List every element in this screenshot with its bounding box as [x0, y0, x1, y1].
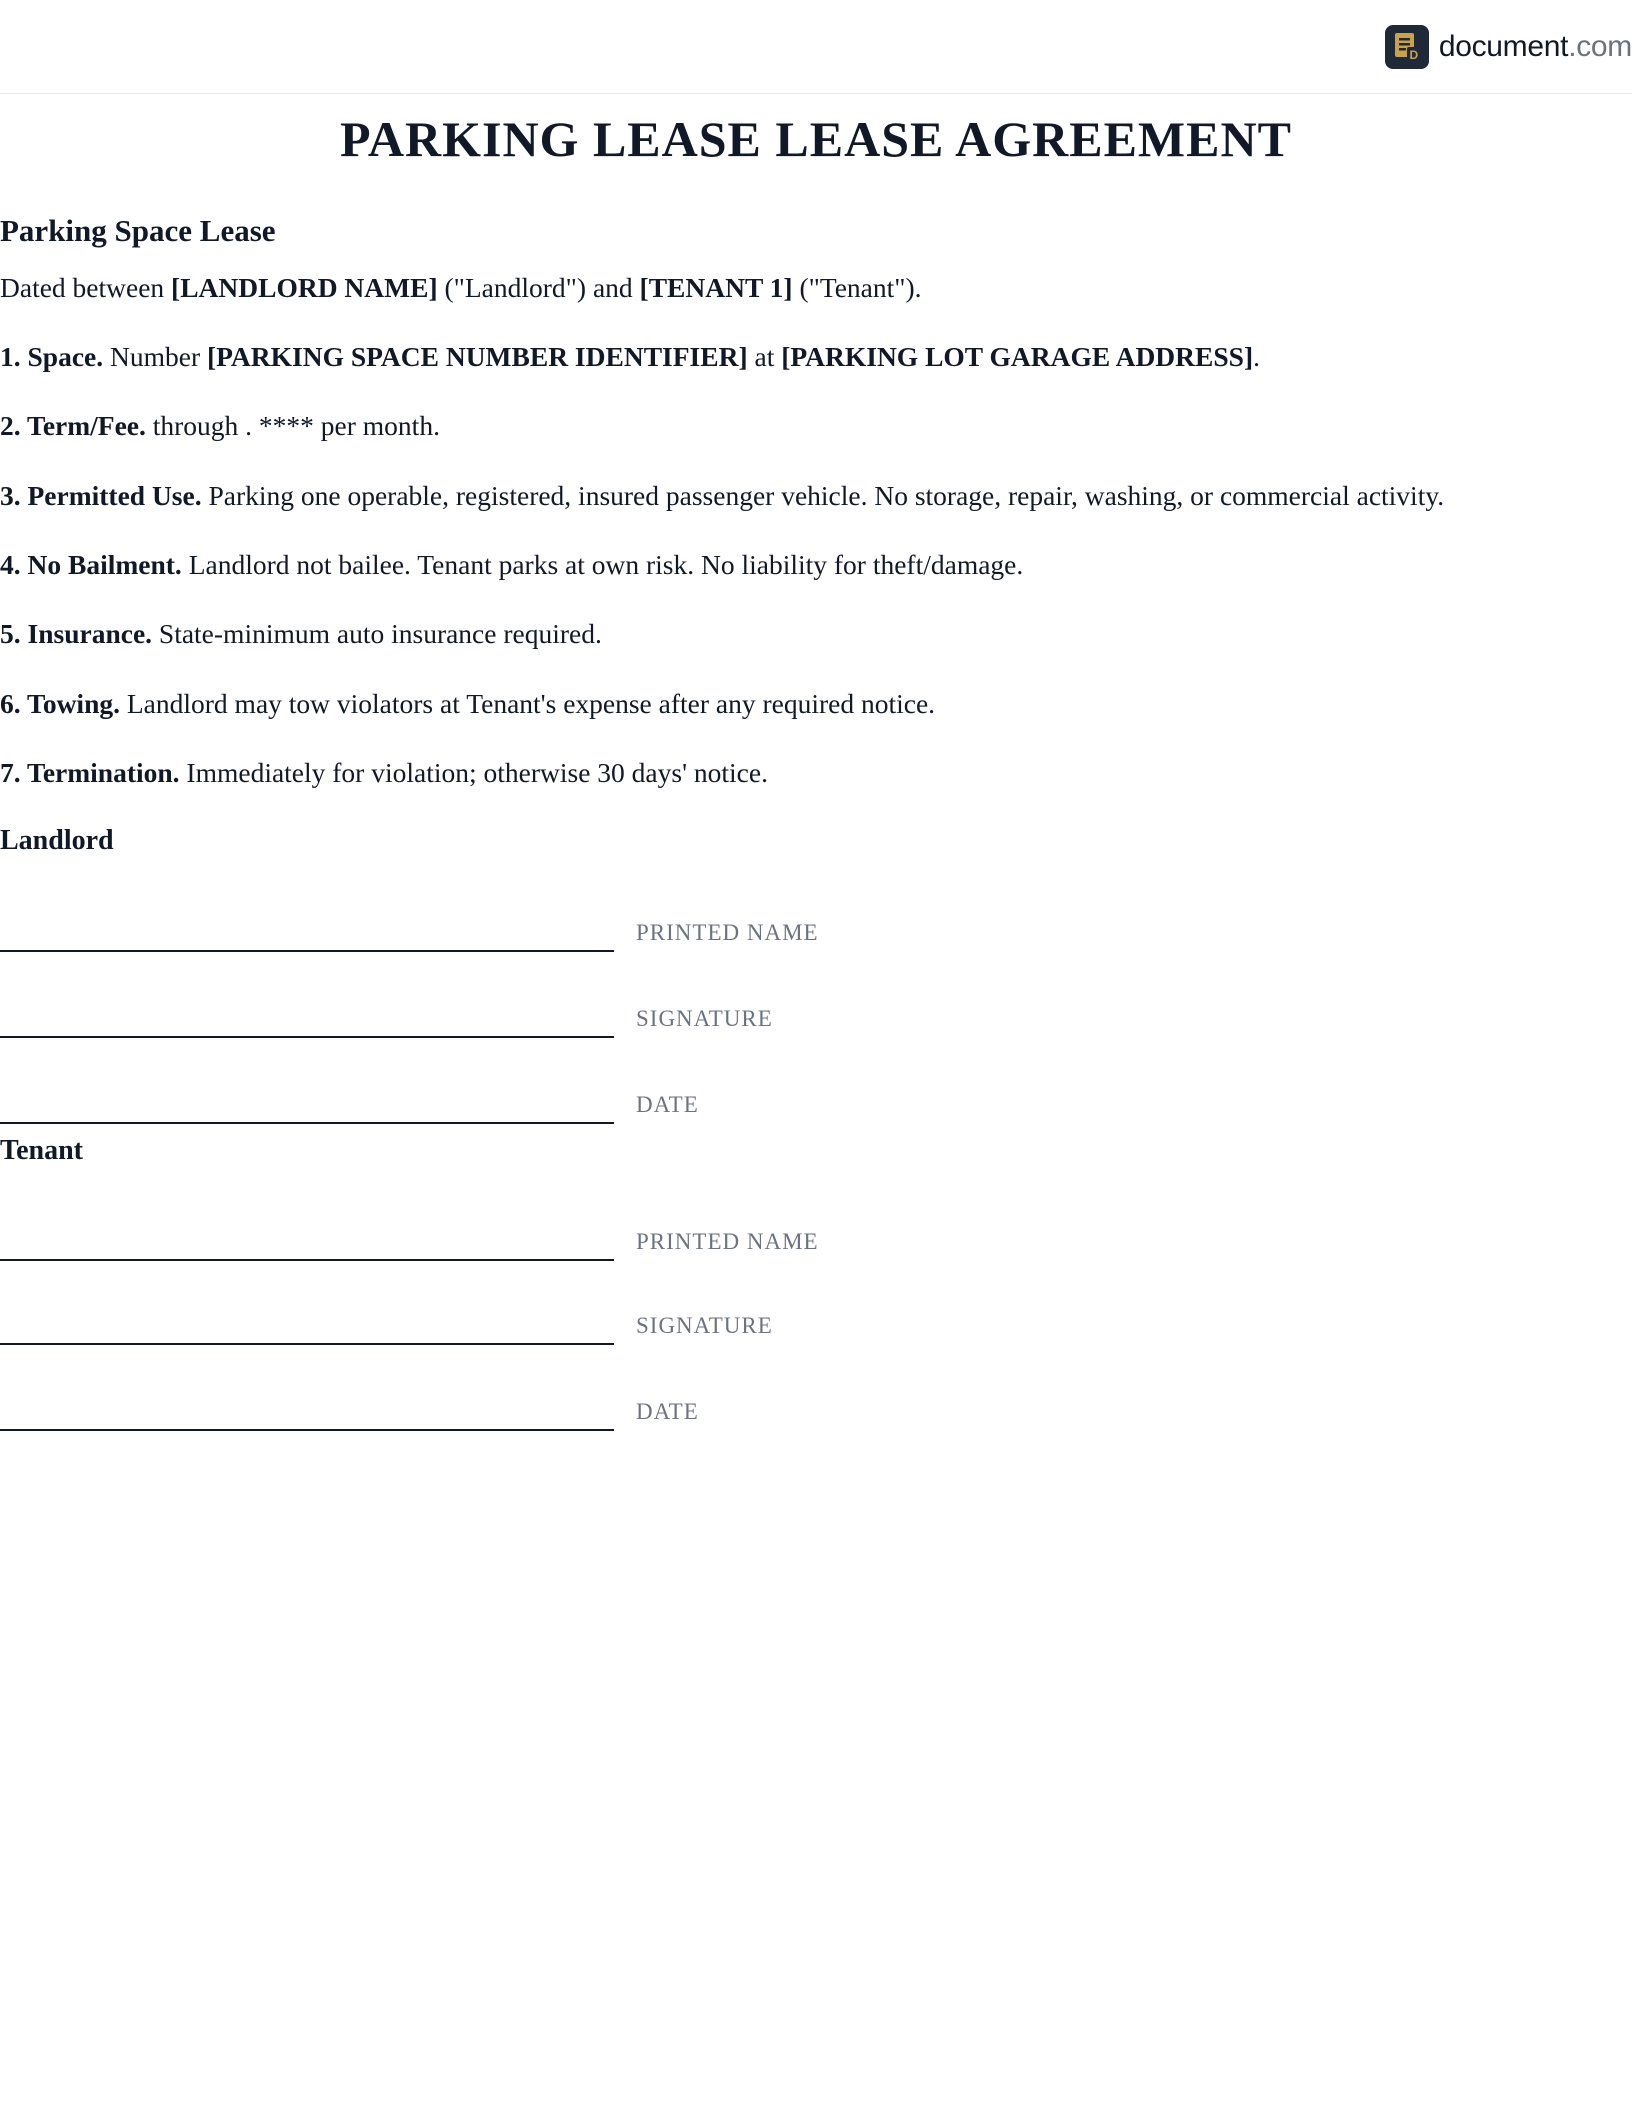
field-label: SIGNATURE: [636, 1313, 773, 1338]
signature-line[interactable]: [0, 1036, 614, 1038]
clause-term-fee: 2. Term/Fee. through . **** per month.: [0, 410, 440, 441]
field-label: DATE: [636, 1092, 699, 1117]
clause-heading: 7. Termination.: [0, 757, 180, 788]
top-bar: [0, 0, 1632, 94]
svg-text:D: D: [1409, 48, 1418, 62]
field-label: PRINTED NAME: [636, 1229, 819, 1254]
tenant-name-placeholder: [TENANT 1]: [639, 272, 793, 303]
landlord-name-placeholder: [LANDLORD NAME]: [171, 272, 438, 303]
signature-line[interactable]: [0, 950, 614, 952]
clause-heading: 3. Permitted Use.: [0, 480, 202, 511]
document-logo-icon: [1385, 25, 1429, 69]
tenant-signature-field[interactable]: [0, 1305, 900, 1345]
clause-permitted-use: 3. Permitted Use. Parking one operable, registered, insured passenger vehicle. No storage, repair, washing, or commercial activity.: [0, 480, 1445, 511]
clause-heading: 6. Towing.: [0, 688, 120, 719]
brand-name: document.com: [1438, 30, 1632, 63]
parking-space-placeholder: [PARKING SPACE NUMBER IDENTIFIER]: [207, 341, 748, 372]
clause-insurance: 5. Insurance. State-minimum auto insurance required.: [0, 618, 602, 649]
parking-address-placeholder: [PARKING LOT GARAGE ADDRESS]: [781, 341, 1254, 372]
clause-no-bailment: 4. No Bailment. Landlord not bailee. Tenant parks at own risk. No liability for theft/damage.: [0, 549, 1024, 580]
tenant-printed-name-field[interactable]: [0, 1221, 900, 1261]
field-label: SIGNATURE: [636, 1006, 773, 1031]
clause-heading: 2. Term/Fee.: [0, 410, 146, 441]
section-title: Parking Space Lease: [0, 213, 276, 248]
landlord-date-field[interactable]: [0, 1084, 900, 1124]
clause-heading: 4. No Bailment.: [0, 549, 182, 580]
tenant-date-field[interactable]: [0, 1391, 900, 1431]
landlord-printed-name-field[interactable]: [0, 912, 900, 952]
brand-logo[interactable]: [1385, 24, 1632, 70]
signature-line[interactable]: [0, 1429, 614, 1431]
field-label: DATE: [636, 1399, 699, 1424]
field-label: PRINTED NAME: [636, 920, 819, 945]
tenant-signature-heading: Tenant: [0, 1135, 84, 1166]
clause-towing: 6. Towing. Landlord may tow violators at Tenant's expense after any required notice.: [0, 688, 936, 719]
intro-paragraph: Dated between [LANDLORD NAME] ("Landlord") and [TENANT 1] ("Tenant").: [0, 272, 922, 303]
clause-termination: 7. Termination. Immediately for violation; otherwise 30 days' notice.: [0, 757, 768, 788]
landlord-signature-heading: Landlord: [0, 825, 114, 856]
clause-space: 1. Space. Number [PARKING SPACE NUMBER IDENTIFIER] at [PARKING LOT GARAGE ADDRESS].: [0, 341, 1260, 372]
clause-heading: 5. Insurance.: [0, 618, 153, 649]
clause-heading: 1. Space.: [0, 341, 104, 372]
signature-line[interactable]: [0, 1343, 614, 1345]
landlord-signature-field[interactable]: [0, 998, 900, 1038]
signature-line[interactable]: [0, 1122, 614, 1124]
brand-tld: .com: [1568, 30, 1632, 63]
document-title: PARKING LEASE LEASE AGREEMENT: [340, 111, 1292, 167]
signature-line[interactable]: [0, 1259, 614, 1261]
